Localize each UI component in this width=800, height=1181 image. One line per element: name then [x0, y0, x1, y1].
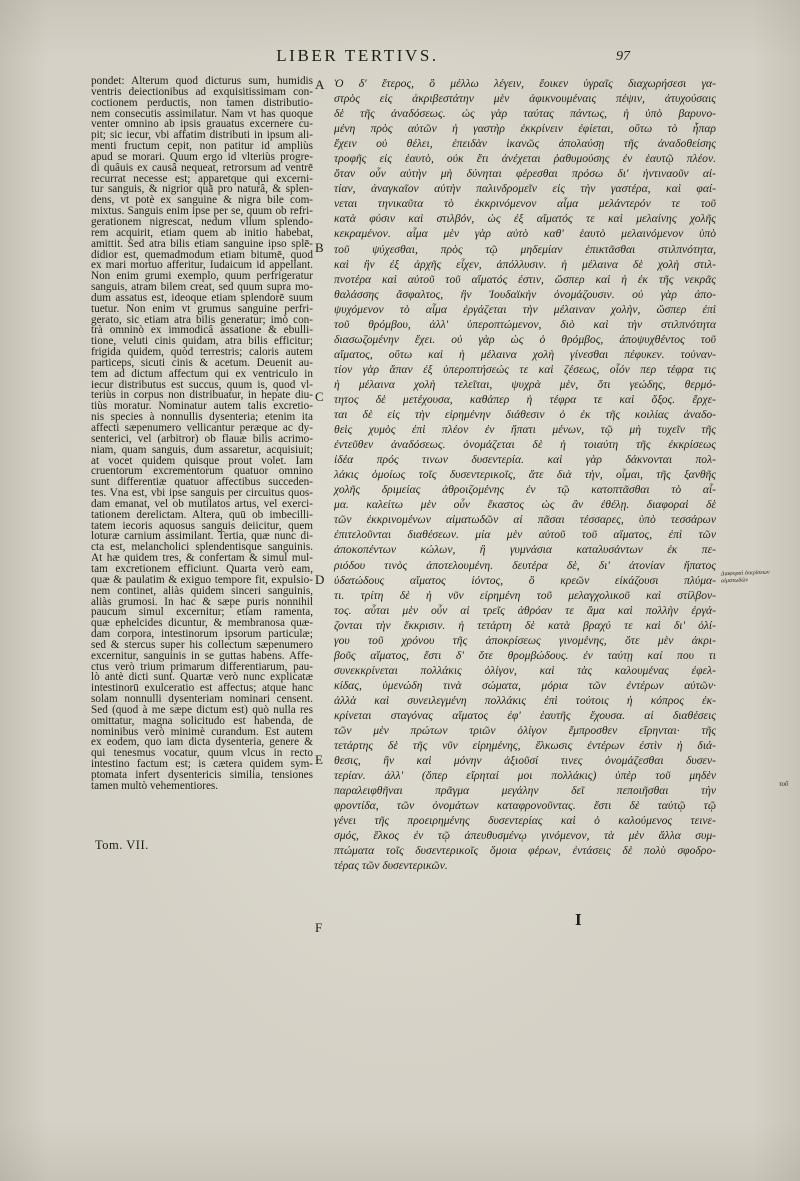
greek-text-line: θεὶς χυμὸς ἐπὶ πλέον ἐν ἥπατι μένων, τῷ μὴ τυχεῖν τῆς — [334, 423, 716, 437]
latin-text-line: omittatur, magna solicitudo est habenda, de — [91, 714, 313, 727]
greek-text-line: παραλειφθῆναι πρᾶγμα μεγάλην δεῖ πεποιῆσθαι τὴν — [334, 784, 716, 798]
section-letter: A — [315, 77, 325, 92]
running-title: LIBER TERTIVS. — [276, 46, 439, 65]
signature-mark: I — [575, 910, 582, 929]
latin-text-line: frigida quidem, quòd terrestris; caloris autem — [91, 346, 313, 359]
greek-text-line: γένει τῆς προειρημένης δυσεντερίας καὶ ὁ καλούμενος τεινε- — [334, 814, 716, 828]
latin-text-line: mixtus. Sanguis enim ipse per se, quum ob refri- — [91, 205, 313, 218]
greek-text-line: θεσις, ἣν καὶ μόνην ἀξιοῦσί τινες ὀνομάζεσθαι δυσεν- — [334, 754, 716, 768]
latin-text-line: venter omnino ab ipsis grauatus excernere cu- — [91, 118, 313, 131]
latin-text-line: ex mari mortuo afferitur, Iudaicum id appellant. — [91, 259, 313, 272]
latin-text-line: senterici, vel (arbitror) ob flauæ bilis acrimo- — [91, 432, 313, 445]
latin-text-line: Non enim grumi exemplo, quum perfrigeratur — [91, 270, 313, 283]
section-letter: C — [315, 389, 324, 404]
greek-text-line: σμός, ἕλκος ἐν τῷ ἀπευθυσμένῳ γινόμενον, τὰ μὲν ἄλλα συμ- — [334, 829, 716, 843]
latin-text-line: loturæ carnium assimilant. Tertia, quæ nunc di- — [91, 530, 313, 543]
latin-text-line: qui tenesmus vocatur, quum vlcus in recto — [91, 747, 313, 760]
greek-text-line: Ὁ δ' ἕτερος, ὃ μέλλω λέγειν, ἔοικεν ὑγραῖς διαχωρήσεσι γα- — [334, 77, 716, 90]
greek-text-line: κρίνεται σταγόνας αἵματος ἐφ' ἑαυτῆς ἔχουσα. αἱ διαθέσεις — [334, 708, 716, 722]
greek-text-line: τροφῆς εἰς ἑαυτὸ, οὐκ ἔτι ἀνέχεται ῥαθυμούσης ἐν ἑαυτῷ πλέον. — [334, 152, 716, 166]
latin-text-line: coctionem perductis, non tamen distributio- — [91, 96, 313, 109]
latin-text-line: tam excretionem efficiunt. Quarta verò eam, — [91, 562, 313, 575]
latin-text-line: tes. Vna est, vbi ipse sanguis per circuitus quos- — [91, 487, 313, 500]
latin-text-line: cruentorum excrementorum quatuor omnino — [91, 465, 313, 478]
latin-text-line: sed & stercus super his collectum sæpenumero — [91, 638, 313, 651]
latin-text-line: tur sanguis, & nigrior quā pro naturâ, & splen- — [91, 183, 313, 196]
greek-text-line: ψυχόμενον τὸ αἷμα ἐργάζεται τὴν μέλαιναν χολὴν, ὥσπερ ἐπὶ — [334, 302, 716, 316]
latin-text-line: pit; sic iecur, vbi affatim distributi in ipsum ali- — [91, 129, 313, 142]
latin-text-line: tiùs moratur. Nominatur autem talis excretio- — [91, 400, 313, 413]
page-number: 97 — [616, 49, 630, 64]
latin-text-line: gerationem nigrescat, nedum vllum splendo- — [91, 215, 313, 228]
greek-text-line: φροντίδα, τῶν ὀνομάτων καταφρονοῦντας. ἔστι δὲ ταὐτῷ τῷ — [334, 799, 716, 813]
latin-text-line: trà omninò ex immodicâ assatione & ebulli- — [91, 324, 313, 337]
greek-text-line: ἡ μέλαινα χολὴ τελεῖται, ψυχρὰ μὲν, ὅτι γεώδης, θερμό- — [334, 377, 716, 391]
latin-text-line: tuetur. Non enim vt grumus sanguine perfri- — [91, 302, 313, 315]
greek-text-line: λάκις ὁμοίως τοῖς δυσεντερικοῖς, ἅτε διὰ τὴν, οἶμαι, τῆς ξανθῆς — [334, 468, 716, 482]
greek-text-line: ὑδατώδους αἵματος ἰόντος, ὃ κρεῶν εἰκάζουσι πλύμα- — [334, 573, 716, 587]
latin-text-line: tatem iecoris aquosus sanguis deiicitur, quem — [91, 519, 313, 532]
latin-text-line: ptomata infert dysentericis similia, tensiones — [91, 769, 313, 781]
greek-text-line: τῶν ἐκκρινομένων αἱματωδῶν αἱ πᾶσαι τέσσαρες, ὑπὸ τεσσάρων — [334, 513, 716, 527]
greek-text-line: κατὰ φύσιν καὶ στιλβόν, ὡς ἐξ αἵματός τε καὶ μελαίνης χολῆς — [334, 212, 716, 226]
latin-text-line: At hæ quidem tres, & confertam & simul mul- — [91, 552, 313, 565]
latin-text-line: dens, vt potè ex sanguine & nigra bile com- — [91, 194, 313, 207]
greek-text-line: ται δὲ εἰς τὴν εἰρημένην διάθεσιν ὁ ἐκ τῆς κοιλίας ἀναδο- — [334, 408, 716, 422]
greek-text-line: βοῦς αἵματος, ἔστι δ' ὅτε θρομβώδους. ἐν ταύτῃ καί που τι — [334, 648, 716, 662]
greek-text-line: ριόδου τινὸς ἀποτελουμένη. δευτέρα δὲ, δι' ἀτονίαν ἥπατος — [334, 558, 716, 572]
latin-text-line: didior est, quemadmodum etiam bitumē, quod — [91, 248, 313, 261]
latin-text-line: sanguis, atram bilem creat, sed quum supra mo- — [91, 281, 313, 294]
latin-text-line: gerato, sic etiam atra bilis generatur; imò con- — [91, 313, 313, 326]
latin-column — [91, 76, 313, 792]
greek-text-line: θαλάσσης ἄσφαλτος, ἣν Ἰουδαϊκὴν ὀνομάζουσιν. οὐ γὰρ ἀπο- — [334, 287, 716, 301]
latin-text-line: intestinorū exulceratio est affectus; atque hanc — [91, 682, 313, 695]
latin-text-line: quæ & paulatim & exiguo tempore fit, expulsio- — [91, 573, 313, 586]
latin-text-line: amittit. Sed atra bilis etiam sanguine ipso splē- — [91, 237, 313, 250]
greek-text-line: κεκραμένον. αἷμα μὲν γὰρ αὐτὸ καθ' ἑαυτὸ μελαινόμενον ὑπὸ — [334, 227, 716, 241]
greek-text-line: συνεκκρίνεται πολλάκις ὀλίγον, καὶ τὰς καλουμένας ἐφελ- — [334, 663, 716, 677]
section-letter: D — [315, 572, 325, 587]
latin-text-line: cta est, melancholici splendentisque sanguinis. — [91, 541, 313, 554]
latin-text-line: tem ad dictum affectum qui ex ventriculo in — [91, 367, 313, 380]
greek-text-line: καὶ ἣν ἐξ ἀρχῆς εἶχεν, ἀπόλλυσιν. ἡ μέλαινα δὲ χολὴ στιλ- — [334, 257, 716, 271]
greek-text-line: δὲ τῆς ἀναδόσεως. ὡς γὰρ ταύτας πάντως, ἡ ὑπὸ βαρυνο- — [334, 107, 716, 121]
greek-text-line: πνοτέρα καὶ αὐτοῦ τοῦ αἵματός ἐστιν, ὥσπερ καὶ ἡ ἐκ τῆς νεκρᾶς — [334, 272, 716, 286]
greek-text-line: ἐπιτελοῦνται διαθέσεων. μία μὲν αὐτοῦ τοῦ αἵματος, ἐπὶ τῶν — [334, 528, 716, 542]
latin-text-line: aliàs grumosi. In hac & sæpe puris nonnihil — [91, 595, 313, 608]
latin-text-line: ctus verò trium primarum differentiarum, pau- — [91, 660, 313, 673]
latin-text-line: tationem derelictam. Altera, quū ob imbecilli- — [91, 508, 313, 521]
latin-text-line: sunt differentiæ quatuor affectibus succeden- — [91, 476, 313, 489]
latin-text-line: apud se morari. Quum ergo id vlteriùs progre- — [91, 150, 313, 163]
latin-text-line: intestino factum est; is cætera quidem sym- — [91, 758, 313, 771]
greek-text-line: στρὸς εἰς ἀκριβεστάτην μὲν ἀφικνουμέναις πέψιν, ἀτυχούσαις — [334, 92, 716, 106]
greek-text-line: τι. τρίτη δὲ ἡ νῦν εἰρημένη τοῦ μελαγχολικοῦ καὶ στίλβον- — [334, 588, 716, 602]
greek-text-line: νεται τηνικαῦτα τὸ ἐκκρινόμενον αἷμα μελάντερόν τε τοῦ — [334, 197, 716, 211]
margin-note-fragment: τοῦ — [779, 780, 789, 788]
latin-text-line: lò antè dicti sunt. Quartæ verò nunc explicatæ — [91, 671, 313, 684]
greek-text-line: ἀποκοπέντων κώλων, ἢ γυμνάσια καταλυσάντων ἐκ πε- — [334, 543, 716, 557]
greek-text-line: τίαν, ἀναγκαῖον αὐτὴν παλινδρομεῖν εἰς τὴν γαστέρα, καὶ φαί- — [334, 182, 716, 196]
section-letter: F — [315, 920, 323, 935]
greek-text-line: ὅταν οὖν αὐτὴν μὴ δύνηται φέρεσθαι πρόσω δι' ἡντιναοῦν αἰ- — [334, 167, 716, 181]
greek-text-line: μα. καλείτω μὲν οὖν ἕκαστος ὡς ἂν ἐθέλῃ. διαφοραὶ δὲ — [334, 498, 716, 512]
greek-text-line: τετάρτης δὲ τῆς νῦν εἰρημένης, ἕλκωσις ἐντέρων ἐστὶν ἡ διά- — [334, 739, 716, 753]
latin-text-line: nem consecutis assimilatur. Nam vt has quoque — [91, 107, 313, 120]
latin-text-line: iecur distributus est succus, quum is, quod vl- — [91, 378, 313, 391]
greek-text-line: διασωζομένην ἔχει. οὐ γὰρ ὡς ὁ θρόμβος, ἀποψυχθέντος τοῦ — [334, 332, 716, 346]
greek-text-line: αἵματος, οὕτω καὶ ἡ μέλαινα χολὴ γίνεσθαι πέφυκεν. τοὐναν- — [334, 347, 716, 361]
latin-text-line: ventris deiectionibus ad exquisitissimam con- — [91, 85, 313, 98]
latin-text-line: particeps, sicuti cinis & acetum. Deuenit au- — [91, 356, 313, 369]
greek-text-line: μένη πρὸς αὐτῶν ἡ γαστὴρ ἐκκρίνειν ἐφίεται, οὕτω τὸ ἧπαρ — [334, 122, 716, 136]
latin-text-line: nominibus verò minimè curandum. Est autem — [91, 725, 313, 738]
latin-text-line: rem acquirit, etiam quem ab initio habebat, — [91, 226, 313, 239]
volume-label: Tom. VII. — [95, 838, 149, 852]
greek-text-line: ζονται τὴν ἔκκρισιν. ἡ τετάρτη δὲ κατὰ βραχύ τε καὶ δι' ὀλί- — [334, 618, 716, 632]
greek-text-line: ἰδέα πρός τινων δυσεντερία. καὶ γὰρ δάκνονται πολ- — [334, 453, 716, 467]
latin-text-line: solam nonnulli dysenteriam nominari censent. — [91, 693, 313, 706]
greek-text-line: τητος δὲ μετέχουσα, καθάπερ ἡ τέφρα τε καὶ ὄξος. ἔρχε- — [334, 392, 716, 406]
latin-text-line: dam emanat, vel ob mutilatos artus, vel exerci- — [91, 497, 313, 510]
greek-text-line: τῶν μὲν πρώτων τριῶν ὀλίγον ἔμπροσθεν εἴρηνται· τῆς — [334, 724, 716, 738]
greek-text-line: γου τοῦ χρόνου τῆς ἀποκρίσεως γινομένης, ὅτε μὲν ἀκρι- — [334, 633, 716, 647]
latin-text-line: paucum simul excernitur; etiam ramenta, — [91, 606, 313, 619]
latin-text-line: tione, veluti cinis quidam, atra bilis efficitur; — [91, 335, 313, 348]
greek-text-line: τοῦ ψύχεσθαι, πρὸς τῷ μηδεμίαν ἐπικτᾶσθαι στιλπνότητα, — [334, 242, 716, 256]
latin-text-line: teriùs in corpus non distribuatur, in hepate diu- — [91, 389, 313, 402]
greek-text-line: κίδας, ὑμενώδη τινὰ σώματα, μόρια τῶν ἐντέρων αὐτῶν· — [334, 678, 716, 692]
latin-text-line: excernitur, sanguinis in se guttas habens. Affe- — [91, 649, 313, 662]
latin-text-line: affecti sæpenumero vellicantur peræque ac dy- — [91, 422, 313, 434]
margin-note: Διαφοραὶ ἐκκρίσεων αἱματωδῶν — [720, 569, 770, 585]
latin-text-line: niam, quam sanguis, dum assaretur, acquisiuit; — [91, 443, 313, 456]
section-letter: E — [315, 752, 323, 767]
latin-text-line: at vocet quidem quisque prout volet. Iam — [91, 454, 313, 467]
greek-text-line: τίον γὰρ ἅπαν ἐξ ὑπεροπτήσεώς τε καὶ ζέσεως, οἷόν περ τέφρα τις — [334, 362, 716, 376]
greek-text-line: τοῦ θρόμβου, ἀλλ' ὑπεροπτώμενον, διὸ καὶ τὴν στιλπνότητα — [334, 317, 716, 331]
greek-text-line: ἐντεῦθεν ἀναδόσεως. ὀνομάζεται δὲ ἡ τοιαύτη τῆς ἐκκρίσεως — [334, 438, 716, 452]
latin-text-line: recurrat necesse est; apparetque qui excerni- — [91, 172, 313, 185]
greek-text-line: ἀλλὰ καὶ συνειλεγμένη πολλάκις ἐπὶ τούτοις ἡ κόπρος ἐκ- — [334, 693, 716, 707]
latin-text-line: dum assatus est, ideoque etiam splendorē suum — [91, 291, 313, 304]
greek-text-line: χολῆς δριμείας ἀθροιζομένης ἐν τῷ κατοπτᾶσθαι τὸ αἷ- — [334, 483, 716, 497]
greek-text-line: τος. αὗται μὲν οὖν αἱ τρεῖς ἀθρόαν τε ἅμα καὶ πολλὴν ἐργά- — [334, 603, 716, 617]
greek-text-line: τερίαν. ἀλλ' (ὅπερ εἴρηταί μοι πολλάκις) ὑπὲρ τοῦ μηδὲν — [334, 769, 716, 783]
latin-text-line: nis species à nonnullis dysenteria; etenim ita — [91, 411, 313, 424]
latin-text-line: pondet: Alterum quod dicturus sum, humidis — [91, 75, 313, 87]
latin-text-line: dam corpora, intestinorum ipsorum particulæ; — [91, 628, 313, 641]
latin-text-line: ex eodem, quo iam dicta dysenteria, genere & — [91, 736, 313, 749]
latin-text-line: Sed (quod à me sæpe dictum est) quò nulla res — [91, 703, 313, 716]
latin-text-line: nem continet, aliàs quidem sinceri sanguinis, — [91, 584, 313, 597]
latin-text-line: menti fructum cepit, non patitur id ampliùs — [91, 140, 313, 153]
section-letter: B — [315, 240, 324, 255]
greek-text-line: ἔχειν οὐ θέλει, ἐπειδὰν ἱκανῶς ἀπολαύσῃ τῆς ἀναδοθείσης — [334, 137, 716, 151]
greek-text-line: πτώματα τοῖς δυσεντερικοῖς ὅμοια φέρων, ἐντάσεις δὲ πολὺ σφοδρο- — [334, 844, 716, 858]
latin-text-line: di quâuis ex causâ nequeat, retrorsum ad ventrē — [91, 161, 313, 174]
greek-text-line: τέρας τῶν δυσεντερικῶν. — [334, 859, 448, 873]
latin-text-line: quæ ephelcides dicuntur, & membranosa quæ- — [91, 617, 313, 630]
latin-text-line: tamen multò vehementiores. — [91, 779, 219, 792]
greek-column — [334, 76, 716, 873]
